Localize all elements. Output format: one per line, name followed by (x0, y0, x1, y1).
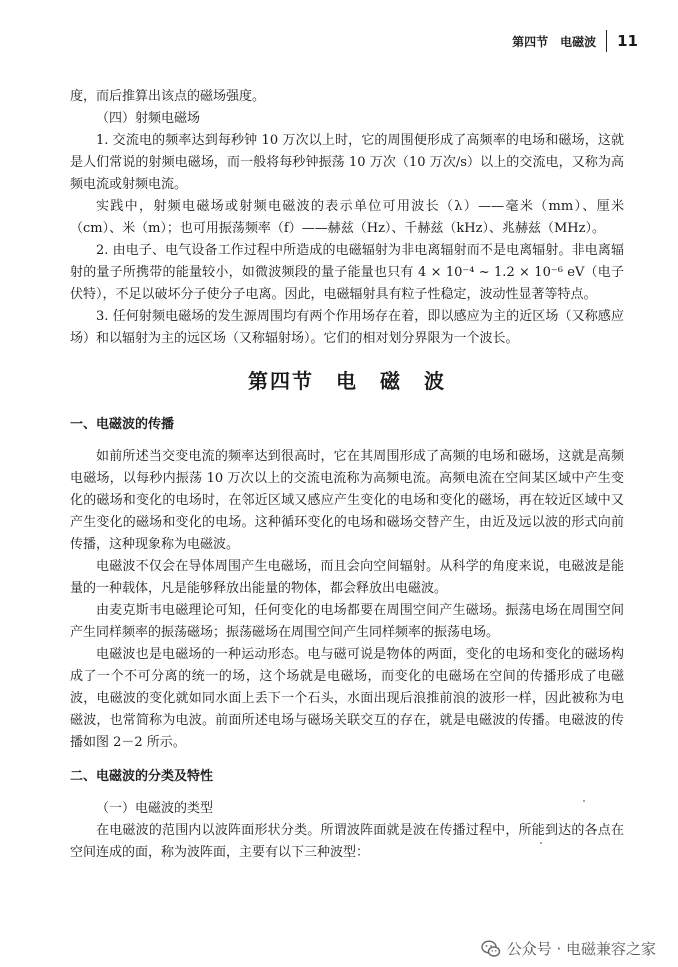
page-header (512, 30, 638, 52)
paragraph: 由麦克斯韦电磁理论可知，任何变化的电场都要在周围空间产生磁场。振荡电场在周围空间产生同样频率的振荡磁场；振荡磁场在周围空间产生同样频率的振荡电场。 (70, 603, 624, 640)
wechat-icon (481, 939, 501, 959)
speck (583, 800, 585, 802)
paragraph: 在电磁波的范围内以波阵面形状分类。所谓波阵面就是波在传播过程中，所能到达的各点在空间连成的面，称为波阵面，主要有以下三种波型： (70, 823, 624, 860)
paragraph: 如前所述当交变电流的频率达到很高时，它在其周围形成了高频的电场和磁场，这就是高频电磁场，以每秒内振荡 10 万次以上的交流电流称为高频电流。高频电流在空间某区域中产生变化的磁场和变化的电场时，在邻近区域又感应产生变化的电场和变化的磁场，再在较近区域中又产生变化的磁场和变化的电场。这种循环变化的电场和磁场交替产生，由近及远以波的形式向前传播，这种现象称为电磁波。 (70, 449, 624, 552)
watermark-text: 公众号 · 电磁兼容之家 (506, 940, 656, 958)
header-divider (606, 30, 607, 52)
page-content (70, 86, 624, 864)
paragraph: 电磁波不仅会在导体周围产生电磁场，而且会向空间辐射。从科学的角度来说，电磁波是能量的一种载体，凡是能够释放出能量的物体，都会释放出电磁波。 (70, 559, 624, 596)
paragraph: 2. 由电子、电气设备工作过程中所造成的电磁辐射为非电离辐射而不是电离辐射。非电离辐射的量子所携带的能量较小，如微波频段的量子能量也只有 4 × 10⁻⁴ ~ 1.2 × 10⁻⁶ eV（电子伏特），不足以破坏分子使分子电离。因此，电磁辐射具有粒子性稳定，波动性显著等特点。 (70, 243, 624, 302)
subsection-heading-rf: （四）射频电磁场 (96, 111, 201, 126)
speck (540, 842, 542, 844)
paragraph: 1. 交流电的频率达到每秒钟 10 万次以上时，它的周围便形成了高频率的电场和磁场，这就是人们常说的射频电磁场，而一般将每秒钟振荡 10 万次（10 万次/s）以上的交流电，又称为高频电流或射频电流。 (70, 133, 624, 192)
paragraph: 3. 任何射频电磁场的发生源周围均有两个作用场存在着，即以感应为主的近区场（又称感应场）和以辐射为主的远区场（又称辐射场）。它们的相对划分界限为一个波长。 (70, 309, 624, 346)
chapter-label: 第四节 电磁波 (512, 34, 597, 49)
watermark (481, 938, 656, 959)
subsection-heading-types: （一）电磁波的类型 (96, 801, 214, 816)
paragraph: 度，而后推算出该点的磁场强度。 (70, 89, 266, 104)
heading-propagation: 一、电磁波的传播 (70, 417, 175, 432)
section-title: 第四节 电 磁 波 (248, 369, 446, 393)
paragraph: 电磁波也是电磁场的一种运动形态。电与磁可说是物体的两面，变化的电场和变化的磁场构成了一个不可分离的统一的场，这个场就是电磁场，而变化的电磁场在空间的传播形成了电磁波，电磁波的变化就如同水面上丢下一个石头，水面出现后浪推前浪的波形一样，因此被称为电磁波，也常简称为电波。前面所述电场与磁场关联交互的存在，就是电磁波的传播。电磁波的传播如图 2－2 所示。 (70, 647, 624, 750)
heading-classification: 二、电磁波的分类及特性 (70, 769, 214, 784)
page-number: 11 (617, 32, 638, 50)
paragraph: 实践中，射频电磁场或射频电磁波的表示单位可用波长（λ）——毫米（mm）、厘米（cm）、米（m）；也可用振荡频率（f）——赫兹（Hz）、千赫兹（kHz）、兆赫兹（MHz）。 (70, 199, 624, 236)
